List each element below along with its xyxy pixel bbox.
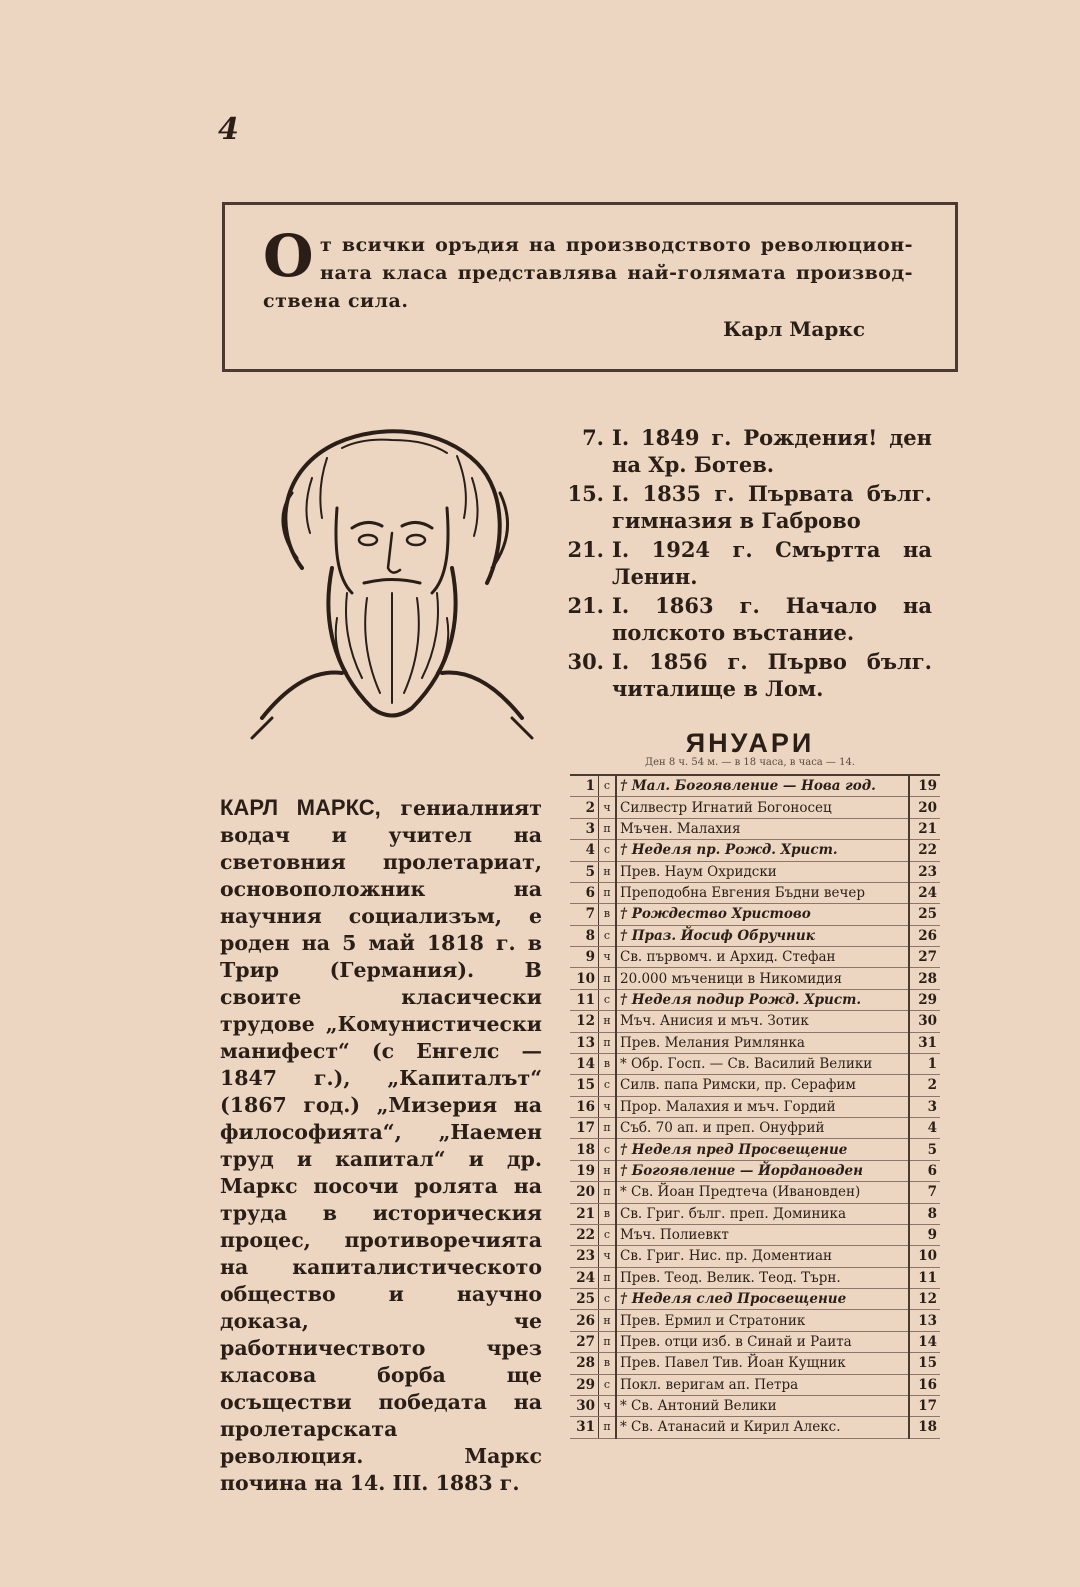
calendar-weekday: с <box>599 1224 617 1245</box>
calendar-day: 4 <box>570 840 599 861</box>
calendar-row <box>570 904 940 925</box>
calendar-old-style-day: 9 <box>909 1224 940 1245</box>
calendar-day: 24 <box>570 1267 599 1288</box>
calendar-old-style-day: 21 <box>909 818 940 839</box>
calendar-weekday: в <box>599 1053 617 1074</box>
calendar-old-style-day: 13 <box>909 1310 940 1331</box>
calendar-weekday: в <box>599 1353 617 1374</box>
calendar-old-style-day: 10 <box>909 1246 940 1267</box>
calendar-row <box>570 1075 940 1096</box>
calendar-saint: Покл. веригам ап. Петра <box>616 1374 909 1395</box>
calendar-row <box>570 1310 940 1331</box>
calendar-day: 22 <box>570 1224 599 1245</box>
january-calendar <box>570 728 950 1439</box>
calendar-row <box>570 882 940 903</box>
calendar-day: 21 <box>570 1203 599 1224</box>
calendar-old-style-day: 8 <box>909 1203 940 1224</box>
event-item <box>560 648 932 702</box>
calendar-saint: 20.000 мъченици в Никомидия <box>616 968 909 989</box>
calendar-row <box>570 1289 940 1310</box>
calendar-weekday: с <box>599 989 617 1010</box>
calendar-weekday: н <box>599 1011 617 1032</box>
calendar-row <box>570 840 940 861</box>
calendar-old-style-day: 14 <box>909 1331 940 1352</box>
calendar-day: 6 <box>570 882 599 903</box>
calendar-day: 29 <box>570 1374 599 1395</box>
calendar-row <box>570 968 940 989</box>
calendar-row <box>570 1267 940 1288</box>
calendar-saint: † Неделя пред Просвещение <box>616 1139 909 1160</box>
calendar-row <box>570 1417 940 1438</box>
calendar-old-style-day: 31 <box>909 1032 940 1053</box>
calendar-saint: Мъч. Анисия и мъч. Зотик <box>616 1011 909 1032</box>
calendar-day: 28 <box>570 1353 599 1374</box>
calendar-saint: Мъч. Полиевкт <box>616 1224 909 1245</box>
calendar-old-style-day: 24 <box>909 882 940 903</box>
calendar-row <box>570 1203 940 1224</box>
calendar-row <box>570 1374 940 1395</box>
calendar-weekday: п <box>599 1118 617 1139</box>
calendar-saint: † Неделя подир Рожд. Христ. <box>616 989 909 1010</box>
portrait-illustration <box>242 418 542 740</box>
calendar-subtitle: Ден 8 ч. 54 м. — в 18 часа, в часа — 14. <box>644 757 856 768</box>
calendar-old-style-day: 15 <box>909 1353 940 1374</box>
calendar-old-style-day: 12 <box>909 1289 940 1310</box>
calendar-weekday: п <box>599 1331 617 1352</box>
calendar-weekday: с <box>599 840 617 861</box>
calendar-old-style-day: 22 <box>909 840 940 861</box>
calendar-day: 30 <box>570 1395 599 1416</box>
calendar-day: 31 <box>570 1417 599 1438</box>
calendar-weekday: с <box>599 1374 617 1395</box>
calendar-day: 12 <box>570 1011 599 1032</box>
calendar-row <box>570 1032 940 1053</box>
calendar-row <box>570 989 940 1010</box>
calendar-saint: Прев. Ермил и Стратоник <box>616 1310 909 1331</box>
quote-drop-cap: О <box>263 222 315 290</box>
calendar-row <box>570 775 940 797</box>
calendar-row <box>570 925 940 946</box>
calendar-weekday: в <box>599 1203 617 1224</box>
event-item <box>560 480 932 534</box>
calendar-row <box>570 1353 940 1374</box>
calendar-saint: Прев. Наум Охридски <box>616 861 909 882</box>
calendar-saint: * Обр. Госп. — Св. Василий Велики <box>616 1053 909 1074</box>
calendar-row <box>570 861 940 882</box>
event-item <box>560 424 932 478</box>
calendar-weekday: п <box>599 968 617 989</box>
calendar-weekday: п <box>599 1417 617 1438</box>
biography-name: КАРЛ МАРКС, <box>220 795 381 820</box>
calendar-old-style-day: 27 <box>909 947 940 968</box>
calendar-saint: Св. първомч. и Архид. Стефан <box>616 947 909 968</box>
calendar-row <box>570 1182 940 1203</box>
page-number: 4 <box>218 112 239 147</box>
calendar-row <box>570 1224 940 1245</box>
calendar-saint: † Праз. Йосиф Обручник <box>616 925 909 946</box>
calendar-day: 14 <box>570 1053 599 1074</box>
calendar-weekday: п <box>599 1032 617 1053</box>
quote-text <box>263 222 913 315</box>
calendar-weekday: ч <box>599 1395 617 1416</box>
event-day: 15. <box>567 481 604 506</box>
calendar-row <box>570 1053 940 1074</box>
calendar-old-style-day: 25 <box>909 904 940 925</box>
event-item <box>560 592 932 646</box>
calendar-day: 10 <box>570 968 599 989</box>
calendar-saint: Преподобна Евгения Бъдни вечер <box>616 882 909 903</box>
calendar-saint: Прев. Теод. Велик. Теод. Търн. <box>616 1267 909 1288</box>
calendar-day: 17 <box>570 1118 599 1139</box>
calendar-row <box>570 1395 940 1416</box>
calendar-day: 20 <box>570 1182 599 1203</box>
event-text: I. 1924 г. Смъртта на Ленин. <box>612 537 932 589</box>
calendar-row <box>570 1331 940 1352</box>
calendar-day: 27 <box>570 1331 599 1352</box>
calendar-row <box>570 1118 940 1139</box>
event-item <box>560 536 932 590</box>
calendar-saint: * Св. Йоан Предтеча (Ивановден) <box>616 1182 909 1203</box>
calendar-day: 3 <box>570 818 599 839</box>
event-day: 7. <box>582 425 604 450</box>
calendar-row <box>570 1139 940 1160</box>
calendar-saint: Мъчен. Малахия <box>616 818 909 839</box>
calendar-old-style-day: 1 <box>909 1053 940 1074</box>
calendar-saint: Прев. Павел Тив. Йоан Кущник <box>616 1353 909 1374</box>
calendar-saint: † Богоявление — Йордановден <box>616 1160 909 1181</box>
calendar-weekday: ч <box>599 947 617 968</box>
calendar-day: 16 <box>570 1096 599 1117</box>
calendar-row <box>570 797 940 818</box>
calendar-day: 23 <box>570 1246 599 1267</box>
calendar-old-style-day: 2 <box>909 1075 940 1096</box>
calendar-old-style-day: 30 <box>909 1011 940 1032</box>
calendar-old-style-day: 11 <box>909 1267 940 1288</box>
calendar-weekday: ч <box>599 797 617 818</box>
calendar-day: 19 <box>570 1160 599 1181</box>
calendar-row <box>570 1011 940 1032</box>
calendar-weekday: с <box>599 775 617 797</box>
calendar-old-style-day: 7 <box>909 1182 940 1203</box>
calendar-saint: Св. Григ. Нис. пр. Доментиан <box>616 1246 909 1267</box>
calendar-saint: Съб. 70 ап. и преп. Онуфрий <box>616 1118 909 1139</box>
calendar-old-style-day: 3 <box>909 1096 940 1117</box>
calendar-title: ЯНУАРИ <box>685 728 815 758</box>
calendar-old-style-day: 4 <box>909 1118 940 1139</box>
event-text: I. 1863 г. Начало на полското въстание. <box>612 593 932 645</box>
calendar-weekday: н <box>599 1310 617 1331</box>
calendar-row <box>570 947 940 968</box>
calendar-old-style-day: 19 <box>909 775 940 797</box>
calendar-weekday: п <box>599 1267 617 1288</box>
calendar-old-style-day: 17 <box>909 1395 940 1416</box>
calendar-saint: † Неделя пр. Рожд. Христ. <box>616 840 909 861</box>
calendar-weekday: в <box>599 904 617 925</box>
calendar-row <box>570 1096 940 1117</box>
event-text: I. 1849 г. Рождения! ден на Хр. Ботев. <box>612 425 932 477</box>
calendar-saint: † Неделя след Просвещение <box>616 1289 909 1310</box>
calendar-day: 2 <box>570 797 599 818</box>
calendar-day: 13 <box>570 1032 599 1053</box>
calendar-weekday: п <box>599 882 617 903</box>
calendar-weekday: п <box>599 818 617 839</box>
calendar-day: 15 <box>570 1075 599 1096</box>
calendar-saint: Прев. отци изб. в Синай и Раита <box>616 1331 909 1352</box>
quote-author: Карл Маркс <box>723 317 865 341</box>
calendar-old-style-day: 26 <box>909 925 940 946</box>
calendar-weekday: с <box>599 1139 617 1160</box>
calendar-row <box>570 1246 940 1267</box>
calendar-day: 25 <box>570 1289 599 1310</box>
calendar-day: 9 <box>570 947 599 968</box>
calendar-row <box>570 1160 940 1181</box>
calendar-saint: Силвестр Игнатий Богоносец <box>616 797 909 818</box>
calendar-day: 7 <box>570 904 599 925</box>
calendar-weekday: с <box>599 925 617 946</box>
calendar-saint: † Рождество Христово <box>616 904 909 925</box>
calendar-saint: Прев. Мелания Римлянка <box>616 1032 909 1053</box>
event-day: 21. <box>567 537 604 562</box>
calendar-saint: Силв. папа Римски, пр. Серафим <box>616 1075 909 1096</box>
event-text: I. 1835 г. Първата бълг. гимназия в Габрово <box>612 481 932 533</box>
biography <box>220 794 542 1497</box>
calendar-saint: * Св. Атанасий и Кирил Алекс. <box>616 1417 909 1438</box>
calendar-saint: Св. Григ. бълг. преп. Доминика <box>616 1203 909 1224</box>
calendar-old-style-day: 23 <box>909 861 940 882</box>
calendar-weekday: ч <box>599 1246 617 1267</box>
events-list <box>560 424 932 704</box>
calendar-weekday: ч <box>599 1096 617 1117</box>
calendar-old-style-day: 16 <box>909 1374 940 1395</box>
event-text: I. 1856 г. Първо бълг. читалище в Лом. <box>612 649 932 701</box>
event-day: 21. <box>567 593 604 618</box>
calendar-day: 26 <box>570 1310 599 1331</box>
calendar-old-style-day: 5 <box>909 1139 940 1160</box>
calendar-day: 11 <box>570 989 599 1010</box>
calendar-day: 18 <box>570 1139 599 1160</box>
event-day: 30. <box>567 649 604 674</box>
calendar-day: 1 <box>570 775 599 797</box>
biography-text: гениалният водач и учител на световния пролетариат, основоположник на научния социализъм, е роден на 5 май 1818 г. в Трир (Германия). В своите класически трудове „Комунистически манифест“ (с Енгелс — 1847 г.), „Капиталът“ (1867 год.) „Мизерия на философията“, „Наемен труд и капитал“ и др. Маркс посочи ролята на труда в историческия процес, противоречията на капиталистическото общество и научно доказа, че работничеството чрез класова борба ще осъществи победата на пролетарската революция. Маркс почина на 14. III. 1883 г. <box>220 796 542 1495</box>
calendar-old-style-day: 6 <box>909 1160 940 1181</box>
calendar-weekday: с <box>599 1289 617 1310</box>
calendar-old-style-day: 29 <box>909 989 940 1010</box>
calendar-old-style-day: 18 <box>909 1417 940 1438</box>
calendar-saint: † Мал. Богоявление — Нова год. <box>616 775 909 797</box>
calendar-table <box>570 774 940 1439</box>
calendar-day: 5 <box>570 861 599 882</box>
calendar-old-style-day: 28 <box>909 968 940 989</box>
calendar-weekday: н <box>599 1160 617 1181</box>
calendar-weekday: п <box>599 1182 617 1203</box>
calendar-weekday: с <box>599 1075 617 1096</box>
calendar-saint: * Св. Антоний Велики <box>616 1395 909 1416</box>
calendar-row <box>570 818 940 839</box>
calendar-old-style-day: 20 <box>909 797 940 818</box>
calendar-day: 8 <box>570 925 599 946</box>
quote-body: т всички оръдия на производството революцион-ната класа представлява най-голямата производ-ствена сила. <box>263 234 913 312</box>
calendar-saint: Прор. Малахия и мъч. Гордий <box>616 1096 909 1117</box>
quote-box <box>222 202 958 372</box>
calendar-weekday: н <box>599 861 617 882</box>
